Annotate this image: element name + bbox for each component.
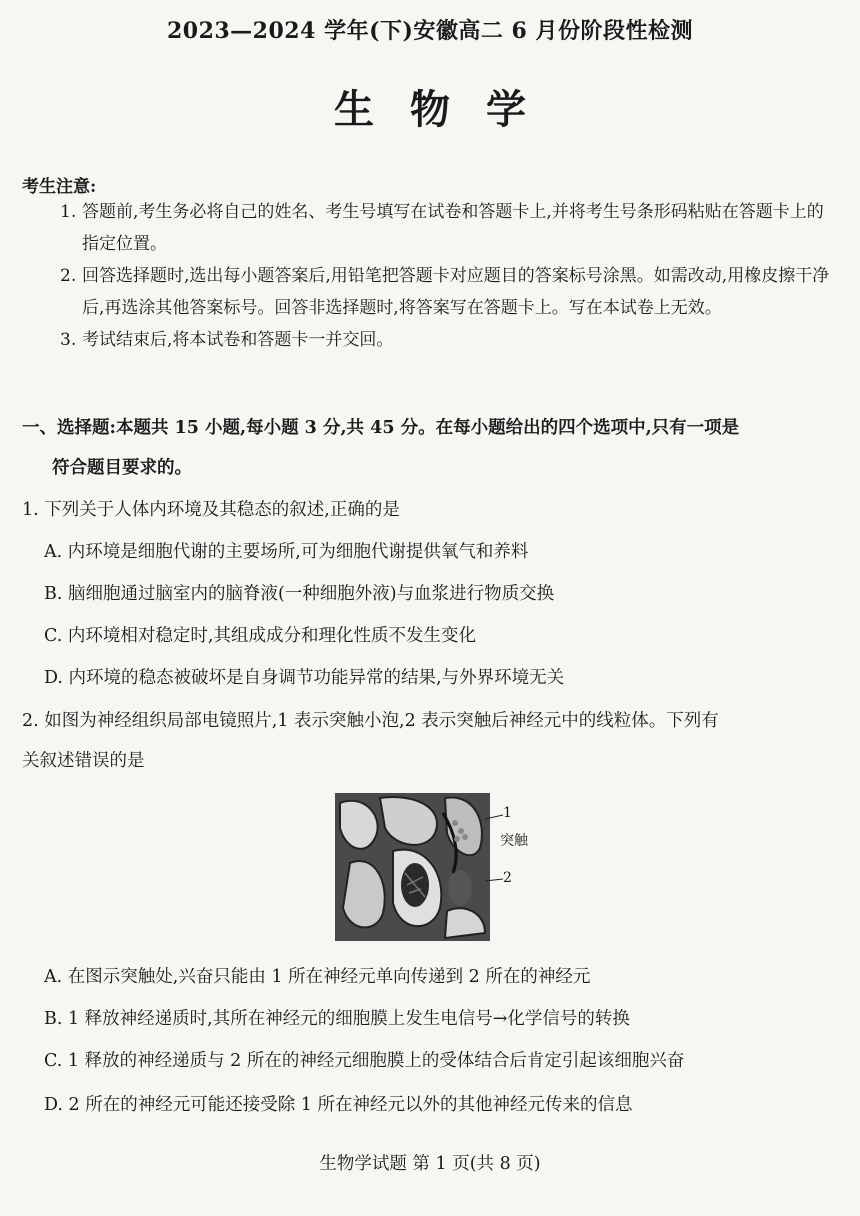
notice-item-number: 1. (60, 202, 77, 222)
question-2-option-b: B. 1 释放神经递质时,其所在神经元的细胞膜上发生电信号→化学信号的转换 (44, 1009, 630, 1029)
figure-label-2: 2 (503, 870, 512, 886)
notice-item (60, 260, 830, 324)
notice-item-number: 2. (60, 266, 77, 286)
question-2-option-d: D. 2 所在的神经元可能还接受除 1 所在神经元以外的其他神经元传来的信息 (44, 1095, 633, 1115)
notice-item-text: 答题前,考生务必将自己的姓名、考生号填写在试卷和答题卡上,并将考生号条形码粘贴在答题卡上的指定位置。 (82, 202, 824, 254)
synapse-micrograph-image (335, 793, 490, 941)
page-footer: 生物学试题 第 1 页(共 8 页) (319, 1154, 541, 1174)
question-2-stem-line1: 2. 如图为神经组织局部电镜照片,1 表示突触小泡,2 表示突触后神经元中的线粒体。下列有 (22, 711, 719, 731)
notice-heading: 考生注意: (22, 177, 97, 197)
notice-item-text: 回答选择题时,选出每小题答案后,用铅笔把答题卡对应题目的答案标号涂黑。如需改动,用橡皮擦干净后,再选涂其他答案标号。回答非选择题时,将答案写在答题卡上。写在本试卷上无效。 (82, 266, 830, 318)
question-1-option-a: A. 内环境是细胞代谢的主要场所,可为细胞代谢提供氧气和养料 (44, 542, 529, 562)
exam-header: 2023—2024 学年(下)安徽高二 6 月份阶段性检测 (166, 18, 694, 44)
subject-title: 生物学 (334, 86, 562, 133)
question-1-option-d: D. 内环境的稳态被破坏是自身调节功能异常的结果,与外界环境无关 (44, 668, 565, 688)
question-1-option-b: B. 脑细胞通过脑室内的脑脊液(一种细胞外液)与血浆进行物质交换 (44, 584, 555, 604)
question-1-stem: 1. 下列关于人体内环境及其稳态的叙述,正确的是 (22, 500, 400, 520)
section-heading-line1: 一、选择题:本题共 15 小题,每小题 3 分,共 45 分。在每小题给出的四个选项中,只有一项是 (22, 418, 740, 438)
notice-item-number: 3. (60, 330, 77, 350)
question-2-stem-line2: 关叙述错误的是 (22, 751, 145, 771)
question-2-option-c: C. 1 释放的神经递质与 2 所在的神经元细胞膜上的受体结合后肯定引起该细胞兴奋 (44, 1051, 685, 1071)
notice-item (60, 196, 830, 260)
section-heading-line2: 符合题目要求的。 (52, 458, 192, 478)
notice-item-text: 考试结束后,将本试卷和答题卡一并交回。 (82, 330, 394, 350)
figure-label-1: 1 (503, 805, 512, 821)
notice-list (60, 196, 830, 356)
question-2-option-a: A. 在图示突触处,兴奋只能由 1 所在神经元单向传递到 2 所在的神经元 (44, 967, 591, 987)
synapse-micrograph (335, 793, 490, 941)
notice-item (60, 324, 830, 356)
question-1-option-c: C. 内环境相对稳定时,其组成成分和理化性质不发生变化 (44, 626, 476, 646)
figure-label-synapse: 突触 (500, 833, 528, 849)
section-heading (22, 408, 832, 488)
